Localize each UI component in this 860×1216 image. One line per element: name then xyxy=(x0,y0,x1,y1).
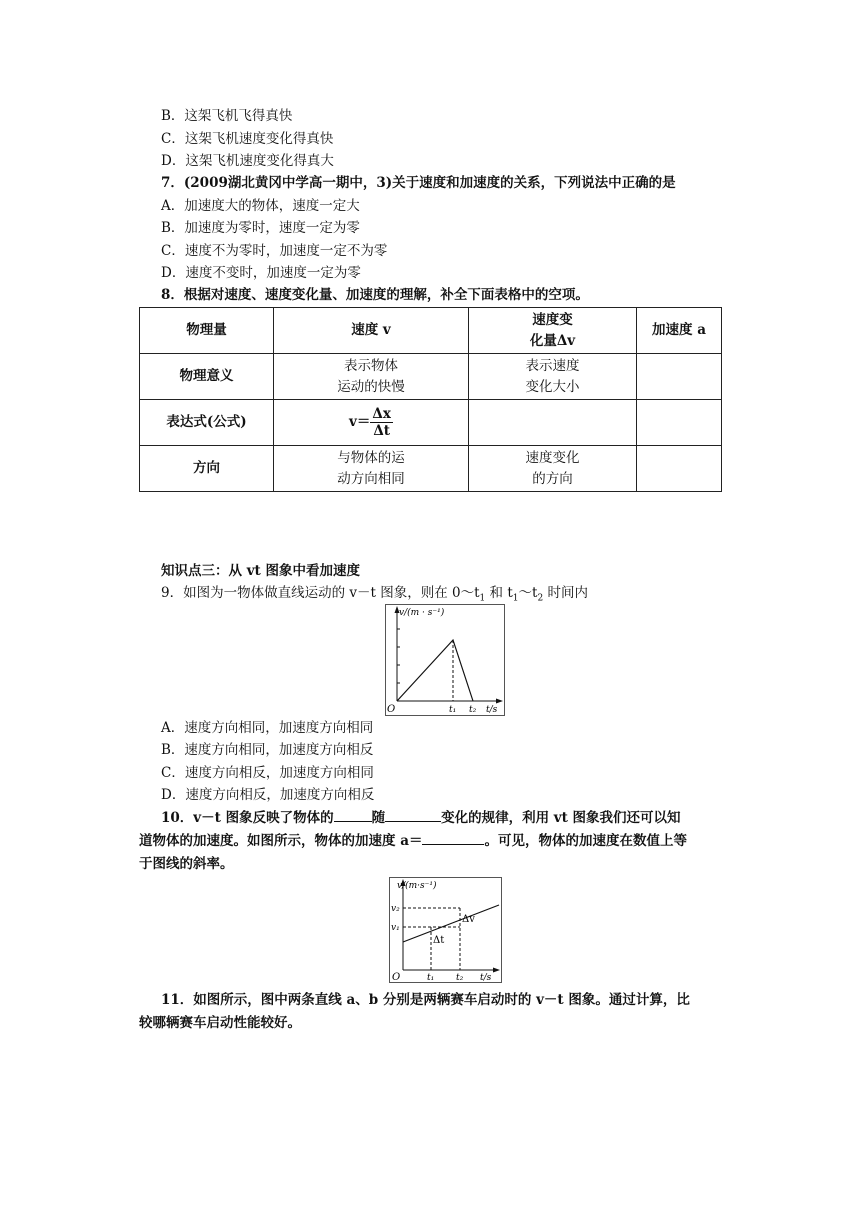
q7-option-c: C．速度不为零时，加速度一定不为零 xyxy=(161,243,388,259)
q10-paragraph: 10．v－t 图象反映了物体的 随 变化的规律，利用 vt 图象我们还可以知 道物体的加速度。如图所示，物体的加速度 a＝ 。可见，物体的加速度在数值上等 于图线的斜率。 xyxy=(161,807,733,876)
table-cell-velocity-meaning: 表示物体 运动的快慢 xyxy=(274,354,469,400)
q9-vt-graph xyxy=(385,604,505,716)
q10-origin-label: O xyxy=(392,972,401,983)
q7-option-b: B．加速度为零时，速度一定为零 xyxy=(161,220,360,236)
q9-option-b: B．速度方向相同，加速度方向相反 xyxy=(161,742,374,758)
q10-vt-graph xyxy=(389,877,502,983)
q6-option-c: C．这架飞机速度变化得真快 xyxy=(161,131,334,147)
table-row-direction-label: 方向 xyxy=(140,446,274,492)
table-cell-acceleration-direction xyxy=(637,446,722,492)
table-cell-acceleration-meaning xyxy=(637,354,722,400)
q10-t1-label: t₁ xyxy=(427,973,435,983)
q10-blank-1[interactable] xyxy=(334,807,372,822)
velocity-fraction: $\frac{\Delta x}{\Delta t}$ xyxy=(372,406,391,439)
q8-stem: 8．根据对速度、速度变化量、加速度的理解，补全下面表格中的空项。 xyxy=(161,287,589,303)
q6-option-d: D．这架飞机速度变化得真大 xyxy=(161,153,334,169)
table-header-quantity: 物理量 xyxy=(140,308,274,354)
q6-option-b: B．这架飞机飞得真快 xyxy=(161,108,293,124)
q7-option-a: A．加速度大的物体，速度一定大 xyxy=(161,198,360,214)
section-heading: 知识点三：从 vt 图象中看加速度 xyxy=(161,563,360,579)
q10-x-axis-label: t/s xyxy=(480,973,492,983)
q9-y-axis-label: v/(m · s⁻¹) xyxy=(399,608,445,618)
table-header-velocity: 速度 v xyxy=(274,308,469,354)
table-cell-velocity-direction: 与物体的运 动方向相同 xyxy=(274,446,469,492)
q10-v2-label: v₂ xyxy=(391,904,400,914)
q10-blank-2[interactable] xyxy=(385,807,441,822)
table-cell-delta-v-formula xyxy=(469,400,637,446)
table-row-formula-label: 表达式(公式) xyxy=(140,400,274,446)
q11-paragraph: 11．如图所示，图中两条直线 a、b 分别是两辆赛车启动时的 v－t 图象。通过计算，比 较哪辆赛车启动性能较好。 xyxy=(139,992,690,1031)
q9-option-c: C．速度方向相反，加速度方向相同 xyxy=(161,765,374,781)
q9-x-axis-label: t/s xyxy=(486,705,498,715)
q9-stem: 9．如图为一物体做直线运动的 v－t 图象，则在 $0\sim t_1$ 和 $t_1\sim t_2$ 时间内 xyxy=(161,585,588,604)
q9-origin-label: O xyxy=(387,704,396,715)
q10-blank-3[interactable] xyxy=(422,830,484,845)
table-cell-delta-v-meaning: 表示速度 变化大小 xyxy=(469,354,637,400)
q10-y-axis-label: v/(m·s⁻¹) xyxy=(397,881,437,891)
table-cell-acceleration-formula xyxy=(637,400,722,446)
table-cell-velocity-formula: v＝ $\frac{\Delta x}{\Delta t}$ xyxy=(274,400,469,446)
table-cell-delta-v-direction: 速度变化 的方向 xyxy=(469,446,637,492)
q10-v1-label: v₁ xyxy=(391,923,400,933)
table-header-delta-v: 速度变 化量Δv xyxy=(469,308,637,354)
table-header-acceleration: 加速度 a xyxy=(637,308,722,354)
q7-stem: 7．(2009湖北黄冈中学高一期中，3)关于速度和加速度的关系，下列说法中正确的是 xyxy=(161,175,676,191)
q7-option-d: D．速度不变时，加速度一定为零 xyxy=(161,265,361,281)
q10-delta-t-label: Δt xyxy=(433,935,445,946)
table-row-meaning-label: 物理意义 xyxy=(140,354,274,400)
q10-t2-label: t₂ xyxy=(456,973,464,983)
q9-option-d: D．速度方向相反，加速度方向相反 xyxy=(161,787,375,803)
q9-t1-label: t₁ xyxy=(449,705,457,715)
q8-table xyxy=(139,307,722,492)
q9-t2-label: t₂ xyxy=(469,705,477,715)
q10-delta-v-label: Δv xyxy=(462,914,475,925)
q9-option-a: A．速度方向相同，加速度方向相同 xyxy=(161,720,374,736)
